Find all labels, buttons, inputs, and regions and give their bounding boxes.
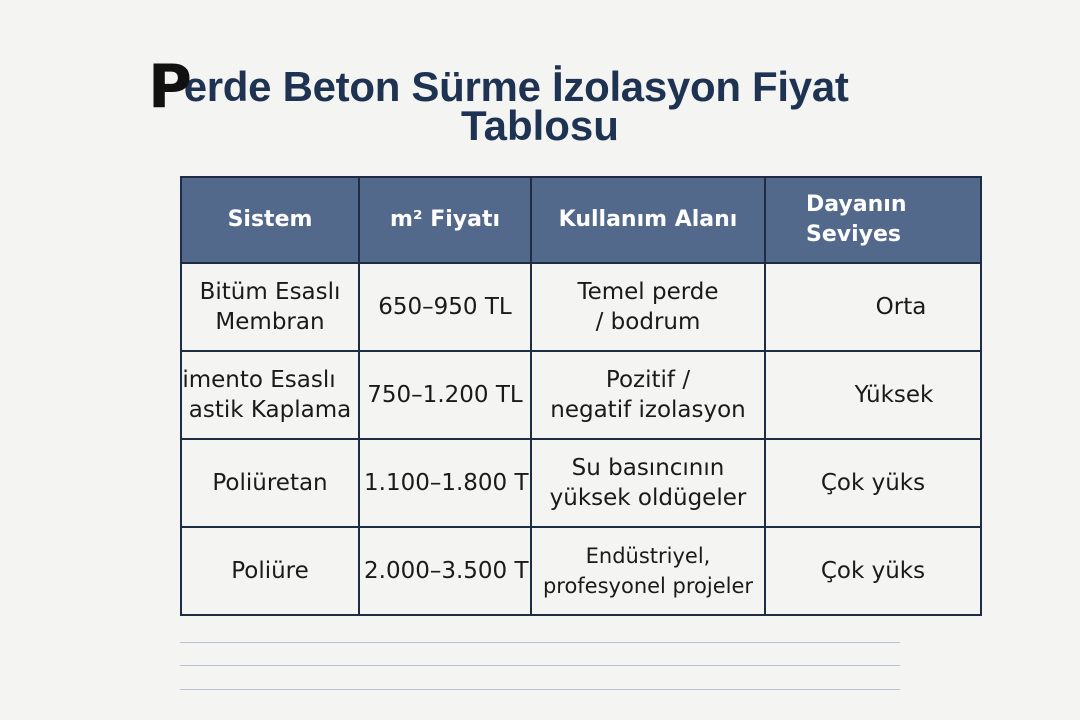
header-m2-fiyati: m² Fiyatı (359, 177, 531, 263)
table-row (181, 263, 981, 351)
cell-sistem: imento Esaslı astik Kaplama (181, 351, 359, 439)
cell-sistem: Poliüre (181, 527, 359, 615)
cell-sistem: Bitüm Esaslı Membran (181, 263, 359, 351)
cell-kullanim: Su basıncının yüksek oldügeler (531, 439, 765, 527)
cell-sistem: Poliüretan (181, 439, 359, 527)
cell-dayanim: Yüksek (765, 351, 981, 439)
cell-dayanim: Çok yüks (765, 527, 981, 615)
cell-fiyat: 750–1.200 TL (359, 351, 531, 439)
cell-dayanim: Orta (765, 263, 981, 351)
cell-dayanim: Çok yüks (765, 439, 981, 527)
table-row (181, 351, 981, 439)
cell-fiyat: 650–950 TL (359, 263, 531, 351)
title-line-1-text: erde Beton Sürme İzolasyon Fiyat (183, 63, 849, 110)
title-initial: P (148, 52, 192, 122)
divider-line (180, 689, 900, 690)
divider-line (180, 665, 900, 666)
cell-kullanim: Pozitif / negatif izolasyon (531, 351, 765, 439)
price-table (180, 176, 982, 616)
cell-fiyat: 1.100–1.800 T (359, 439, 531, 527)
header-dayanim-seviyesi: Dayanın Seviyes (765, 177, 981, 263)
cell-kullanim: Endüstriyel, profesyonel projeler (531, 527, 765, 615)
cell-fiyat: 2.000–3.500 T (359, 527, 531, 615)
divider-line (180, 642, 900, 643)
cell-kullanim: Temel perde / bodrum (531, 263, 765, 351)
header-sistem: Sistem (181, 177, 359, 263)
table-header-row (181, 177, 981, 263)
table-row (181, 439, 981, 527)
header-kullanim-alani: Kullanım Alanı (531, 177, 765, 263)
price-table-container (180, 176, 934, 614)
title-line-2: Tablosu (461, 102, 619, 149)
table-row (181, 527, 981, 615)
